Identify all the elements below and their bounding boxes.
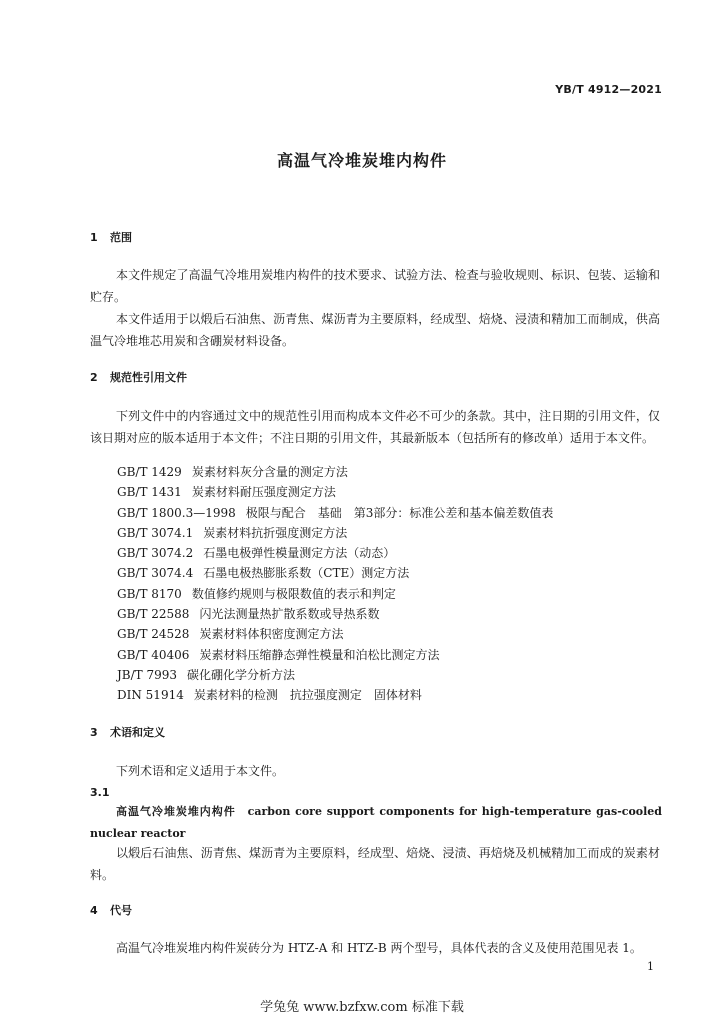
reference-name: 碳化硼化学分析方法 (187, 667, 296, 682)
reference-name: 炭素材料灰分含量的测定方法 (191, 465, 348, 479)
reference-code: JB/T 7993 (117, 667, 178, 682)
reference-item (117, 645, 553, 665)
reference-code: GB/T 3074.2 (117, 546, 194, 561)
page-number: 1 (647, 960, 654, 973)
reference-name: 石墨电极热膨胀系数（CTE）测定方法 (203, 566, 410, 581)
section-4-heading (90, 902, 132, 918)
reference-code: GB/T 3074.1 (117, 525, 194, 540)
reference-code: DIN 51914 (117, 688, 184, 703)
reference-code: GB/T 8170 (117, 586, 182, 601)
section-title: 代号 (110, 904, 132, 917)
reference-name: 数值修约规则与极限数值的表示和判定 (191, 586, 396, 601)
reference-list (117, 462, 553, 706)
reference-code: GB/T 1429 (117, 465, 182, 479)
term-english: carbon core support components for high-temperature gas-cooled nuclear reactor (90, 805, 662, 840)
document-title: 高温气冷堆炭堆内构件 (276, 151, 447, 170)
reference-item (117, 523, 553, 543)
reference-item (117, 563, 553, 583)
reference-name: 炭素材料耐压强度测定方法 (191, 485, 336, 500)
reference-name: 石墨电极弹性模量测定方法（动态） (203, 546, 396, 561)
section-title: 范围 (110, 231, 132, 244)
reference-item (117, 665, 553, 685)
reference-item (117, 685, 553, 705)
section-number: 2 (90, 371, 98, 384)
term-number: 3.1 (90, 786, 110, 799)
reference-code: GB/T 1800.3—1998 (117, 505, 236, 520)
reference-name: 炭素材料的检测 抗拉强度测定 固体材料 (193, 688, 422, 703)
watermark: 学兔兔 www.bzfxw.com 标准下载 (260, 1000, 464, 1015)
reference-item (117, 604, 553, 624)
terms-intro: 下列术语和定义适用于本文件。 (116, 764, 285, 778)
reference-name: 炭素材料抗折强度测定方法 (203, 525, 348, 540)
section-number: 3 (90, 726, 98, 739)
reference-name: 闪光法测量热扩散系数或导热系数 (199, 607, 380, 622)
reference-name: 极限与配合 基础 第3部分：标准公差和基本偏差数值表 (245, 505, 554, 520)
reference-item (117, 584, 553, 604)
section-3-heading (90, 724, 165, 740)
reference-item (117, 482, 553, 502)
reference-item (117, 543, 553, 563)
reference-code: GB/T 3074.4 (117, 566, 194, 581)
normative-intro: 下列文件中的内容通过文中的规范性引用而构成本文件必不可少的条款。其中，注日期的引用文件，仅该日期对应的版本适用于本文件；不注日期的引用文件，其最新版本（包括所有的修改单）适用于本文件。 (90, 409, 660, 445)
scope-paragraph-1: 本文件规定了高温气冷堆用炭堆内构件的技术要求、试验方法、检查与验收规则、标识、包装、运输和贮存。 (90, 268, 660, 304)
term-definition: 以煅后石油焦、沥青焦、煤沥青为主要原料，经成型、焙烧、浸渍、再焙烧及机械精加工而成的炭素材料。 (90, 846, 660, 882)
section-1-heading (90, 229, 132, 245)
section-number: 1 (90, 231, 98, 244)
reference-code: GB/T 22588 (117, 607, 190, 622)
reference-code: GB/T 40406 (117, 647, 190, 662)
section-number: 4 (90, 904, 98, 917)
term-chinese: 高温气冷堆炭堆内构件 (116, 805, 236, 818)
term-entry (90, 801, 662, 845)
section-title: 术语和定义 (110, 726, 165, 739)
standard-code: YB/T 4912—2021 (555, 83, 662, 96)
reference-code: GB/T 24528 (117, 627, 190, 642)
section-title: 规范性引用文件 (110, 371, 187, 384)
reference-item (117, 462, 553, 482)
scope-paragraph-2: 本文件适用于以煅后石油焦、沥青焦、煤沥青为主要原料，经成型、焙烧、浸渍和精加工而制成，供高温气冷堆堆芯用炭和含硼炭材料设备。 (90, 312, 660, 348)
reference-item (117, 503, 553, 523)
reference-name: 炭素材料体积密度测定方法 (199, 627, 344, 642)
section-2-heading (90, 369, 187, 385)
codes-paragraph: 高温气冷堆炭堆内构件炭砖分为 HTZ-A 和 HTZ-B 两个型号，具体代表的含义及使用范围见表 1。 (116, 941, 642, 955)
reference-code: GB/T 1431 (117, 485, 182, 500)
reference-name: 炭素材料压缩静态弹性模量和泊松比测定方法 (199, 647, 440, 662)
reference-item (117, 624, 553, 644)
